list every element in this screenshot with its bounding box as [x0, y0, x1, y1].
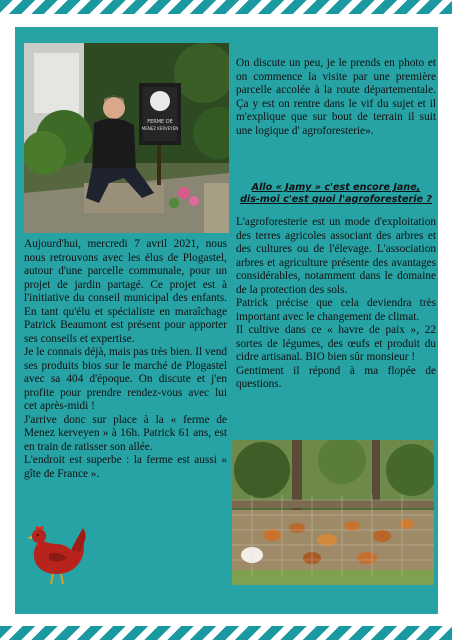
- paragraph-definition: L'agroforesterie est un mode d'exploitation des terres agricoles associant des arbres et des cultures ou de l'élevage. L'association arbres et agriculture présente des avantages considérables, notamment dans le domaine de la protection des sols.: [236, 216, 436, 296]
- paragraph-arrival: J'arrive donc sur place à la « ferme de Menez kerveyen » à 16h. Patrick 61 ans, est en train de ratisser son allée.: [24, 413, 227, 453]
- paragraph-questions: Gentiment il répond à ma flopée de questions.: [236, 364, 436, 390]
- heading-line-1: Allo « Jamy » c'est encore Jane,: [251, 182, 421, 193]
- paragraph-intro: Aujourd'hui, mercredi 7 avril 2021, nous nous retrouvons avec les élus de Plogastel, autour d'une parcelle communale, pour un projet de jardin partagé. Ce projet est à l'initiative du conseil municipal des enfants. En tant qu'élu et spécialiste en maraîchage Patrick Beaumont est présent pour apporter ses conseils et expertise.: [24, 238, 227, 345]
- paragraph-market: Je le connais déjà, mais pas très bien. Il vend ses produits bios sur le marché de Plogastel avec sa 404 d'époque. On discute et j'en profite pour prendre rendez-vous avec lui cet après-midi !: [24, 346, 227, 412]
- heading-line-2: dis-moi c'est quoi l'agroforesterie ?: [240, 194, 432, 205]
- sign-text-2: MENEZ KERVEYEN: [141, 126, 179, 131]
- bottom-stripe-border: [0, 626, 452, 640]
- hen-illustration: [27, 518, 92, 586]
- farmer-photo: [24, 43, 229, 233]
- left-column: [24, 238, 227, 481]
- section-heading: [236, 182, 436, 206]
- right-column: [236, 216, 436, 392]
- paragraph-climate: Patrick précise que cela deviendra très important avec le changement de climat.: [236, 297, 436, 323]
- sign-text-1: FERME DE: [147, 119, 173, 125]
- top-stripe-border: [0, 0, 452, 14]
- paragraph-havre: Il cultive dans ce « havre de paix », 22 sortes de légumes, des œufs et produit du cidre artisanal. BIO bien sûr monsieur !: [236, 324, 436, 363]
- paragraph-gite: L'endroit est superbe : la ferme est aussi « gîte de France ».: [24, 454, 227, 480]
- chicken-coop-photo: [232, 440, 434, 585]
- paragraph-visit: On discute un peu, je le prends en photo et on commence la visite par une première parcelle accolée à la route départementale. Ça y est on rentre dans le vif du sujet et il m'explique que sur bout de terrain il suit une logique d' agroforesterie».: [236, 57, 436, 137]
